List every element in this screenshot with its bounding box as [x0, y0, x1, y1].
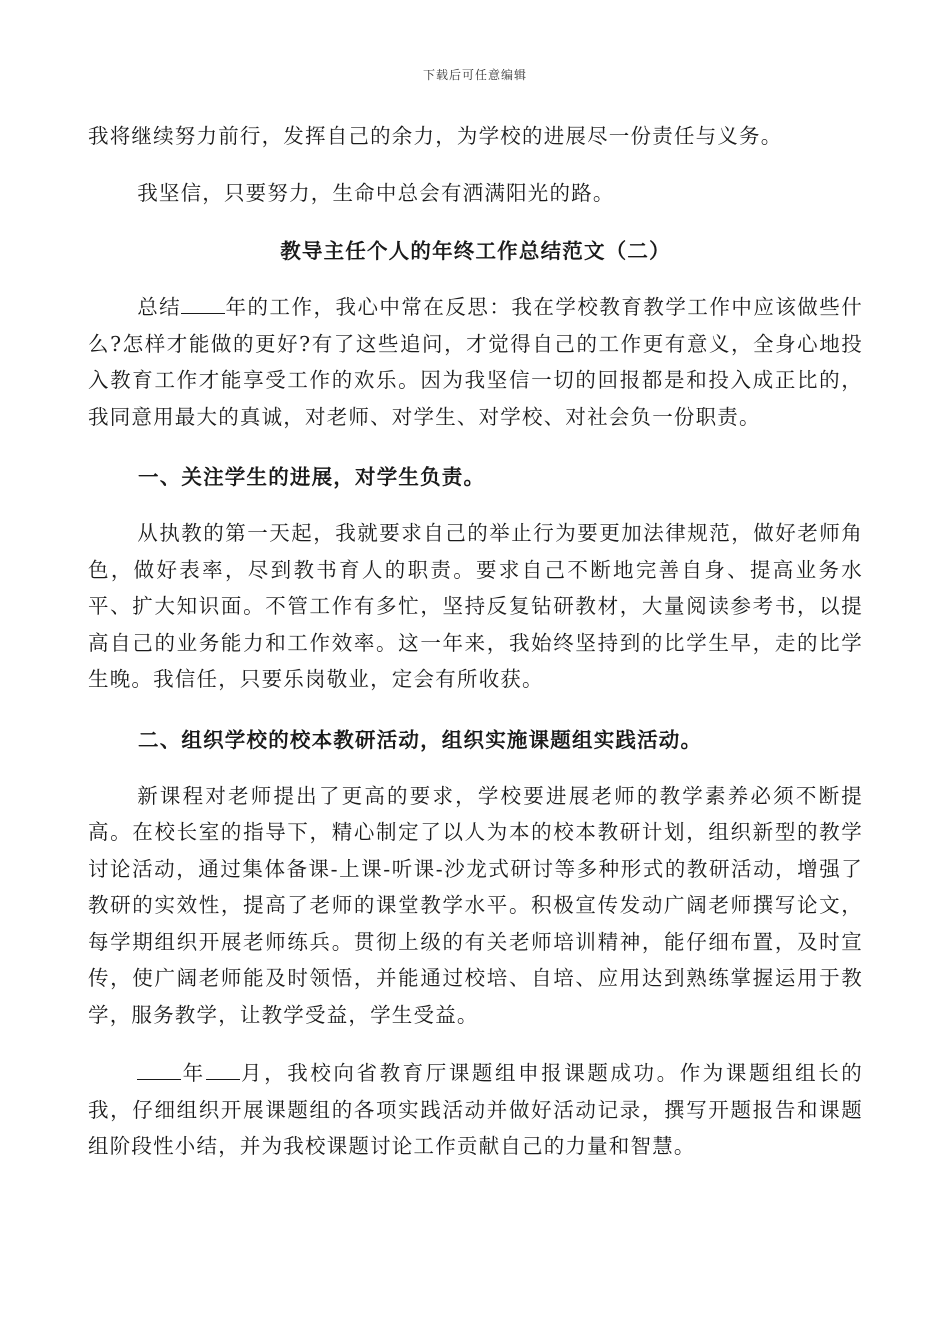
intro-body-text: 年的工作，我心中常在反思：我在学校教育教学工作中应该做些什么?怎样才能做的更好?有了这些追问，才觉得自己的工作更有意义，全身心地投入教育工作才能享受工作的欢乐。因为我坚信一切的回报都是和投入成正比的，我同意用最大的真诚，对老师、对学生、对学校、对社会负一份职责。	[88, 295, 863, 429]
paragraph-project	[88, 1055, 863, 1165]
document-body	[88, 118, 863, 1165]
section-heading-2: 二、组织学校的校本教研活动，组织实施课题组实践活动。	[138, 727, 703, 752]
paragraph-continuation: 我将继续努力前行，发挥自己的余力，为学校的进展尽一份责任与义务。	[88, 124, 783, 148]
paragraph-section-2: 新课程对老师提出了更高的要求，学校要进展老师的教学素养必须不断提高。在校长室的指导下，精心制定了以人为本的校本教研计划，组织新型的教学讨论活动，通过集体备课-上课-听课-沙龙式研讨等多种形式的教研活动，增强了教研的实效性，提高了老师的课堂教学水平。积极宣传发动广阔老师撰写论文，每学期组织开展老师练兵。贯彻上级的有关老师培训精神，能仔细布置，及时宣传，使广阔老师能及时领悟，并能通过校培、自培、应用达到熟练掌握运用于教学，服务教学，让教学受益，学生受益。	[88, 783, 863, 1027]
project-body-text: 月，我校向省教育厅课题组申报课题成功。作为课题组组长的我，仔细组织开展课题组的各项实践活动并做好活动记录，撰写开题报告和课题组阶段性小结，并为我校课题讨论工作贡献自己的力量和智慧。	[88, 1061, 864, 1158]
page-header-note: 下载后可任意编辑	[422, 68, 527, 82]
section-heading-1: 一、关注学生的进展，对学生负责。	[138, 465, 486, 489]
paragraph-section-1: 从执教的第一天起，我就要求自己的举止行为要更加法律规范，做好老师角色，做好表率，尽到教书育人的职责。要求自己不断地完善自身、提高业务水平、扩大知识面。不管工作有多忙，坚持反复钻研教材，大量阅读参考书，以提高自己的业务能力和工作效率。这一年来，我始终坚持到的比学生早，走的比学生晚。我信任，只要乐岗敬业，定会有所收获。	[88, 521, 863, 691]
blank-year-field	[137, 1057, 181, 1080]
paragraph-belief: 我坚信，只要努力，生命中总会有洒满阳光的路。	[137, 180, 615, 205]
blank-month-field	[206, 1057, 240, 1080]
project-year-text: 年	[181, 1061, 206, 1085]
intro-lead-text: 总结	[137, 295, 182, 319]
paragraph-intro	[88, 289, 863, 435]
document-title: 教导主任个人的年终工作总结范文（二）	[280, 239, 671, 263]
blank-year-field	[181, 291, 225, 314]
